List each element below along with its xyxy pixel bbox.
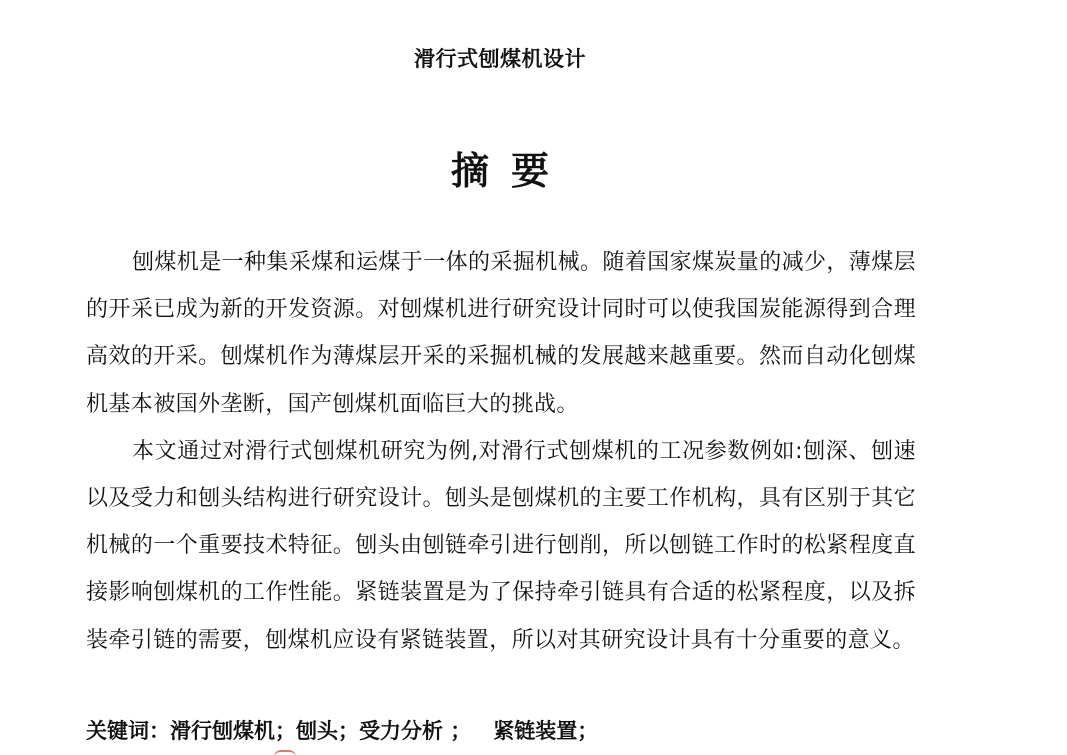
red-stamp-edge [274,750,296,755]
abstract-paragraph-2: 本文通过对滑行式刨煤机研究为例,对滑行式刨煤机的工况参数例如:刨深、刨速以及受力和刨头结构进行研究设计。刨头是刨煤机的主要工作机构，具有区别于其它机械的一个重要技术特征。刨头由刨链牵引进行刨削，所以刨链工作时的松紧程度直接影响刨煤机的工作性能。紧链装置是为了保持牵引链具有合适的松紧程度，以及拆装牵引链的需要，刨煤机应设有紧链装置，所以对其研究设计具有十分重要的意义。 [86,438,916,653]
abstract-body [86,239,916,664]
keywords-label: 关键词： [86,719,170,743]
keyword-item: 紧链装置； [493,719,599,743]
keyword-item: 滑行刨煤机； [170,719,296,743]
document-title: 滑行式刨煤机设计 [414,47,586,71]
abstract-paragraph-1: 刨煤机是一种集采煤和运煤于一体的采掘机械。随着国家煤炭量的减少，薄煤层的开采已成为新的开发资源。对刨煤机进行研究设计同时可以使我国炭能源得到合理高效的开采。刨煤机作为薄煤层开采的采掘机械的发展越来越重要。然而自动化刨煤机基本被国外垄断，国产刨煤机面临巨大的挑战。 [86,250,917,417]
keywords-line [86,714,986,748]
keyword-item: 受力分析 ； [359,719,472,743]
abstract-heading: 摘要 [450,149,571,193]
keyword-item: 刨头； [296,719,359,743]
